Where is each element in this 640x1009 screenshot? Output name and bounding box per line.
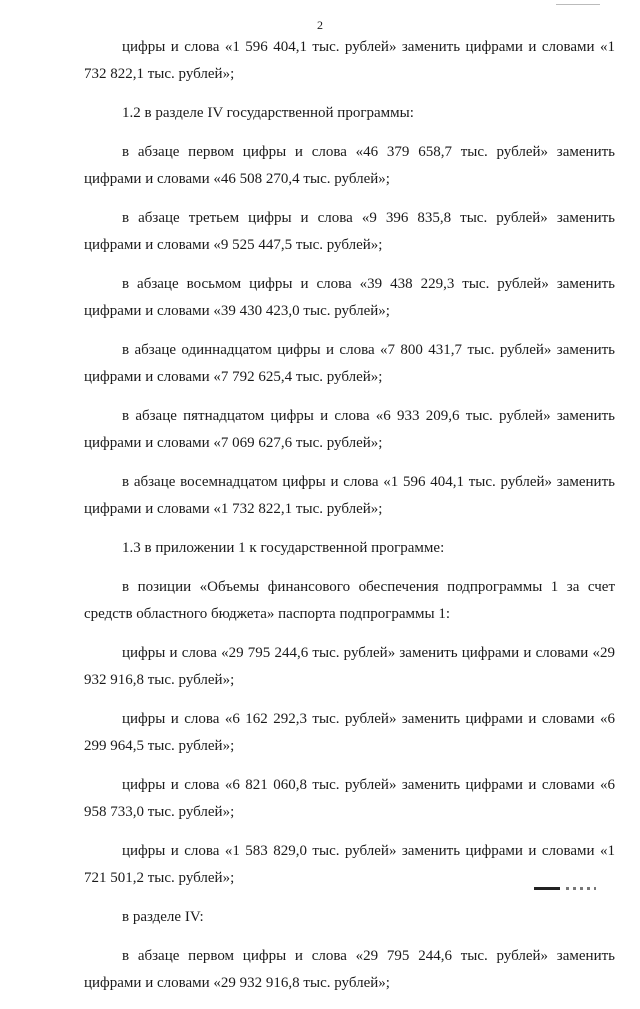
paragraph: цифры и слова «1 583 829,0 тыс. рублей» заменить цифрами и словами «1 721 501,2 тыс. рублей»; [84, 843, 615, 886]
paragraph: цифры и слова «6 821 060,8 тыс. рублей» заменить цифрами и словами «6 958 733,0 тыс. рублей»; [84, 777, 615, 820]
paragraph: в абзаце пятнадцатом цифры и слова «6 933 209,6 тыс. рублей» заменить цифрами и словами «7 069 627,6 тыс. рублей»; [84, 408, 615, 451]
paragraph: в позиции «Объемы финансового обеспечения подпрограммы 1 за счет средств областного бюджета» паспорта подпрограммы 1: [84, 579, 615, 622]
paragraph: цифры и слова «6 162 292,3 тыс. рублей» заменить цифрами и словами «6 299 964,5 тыс. рублей»; [84, 711, 615, 754]
paragraph: в абзаце восемнадцатом цифры и слова «1 596 404,1 тыс. рублей» заменить цифрами и словами «1 732 822,1 тыс. рублей»; [84, 474, 615, 517]
paragraph: цифры и слова «29 795 244,6 тыс. рублей» заменить цифрами и словами «29 932 916,8 тыс. рублей»; [84, 645, 615, 688]
scan-footer-mark [534, 887, 604, 891]
page-number: 2 [317, 18, 323, 32]
paragraph: в абзаце третьем цифры и слова «9 396 835,8 тыс. рублей» заменить цифрами и словами «9 525 447,5 тыс. рублей»; [84, 210, 615, 253]
paragraph: в абзаце восьмом цифры и слова «39 438 229,3 тыс. рублей» заменить цифрами и словами «39 430 423,0 тыс. рублей»; [84, 276, 615, 319]
footer-dots [566, 887, 596, 890]
paragraph: цифры и слова «1 596 404,1 тыс. рублей» заменить цифрами и словами «1 732 822,1 тыс. рублей»; [84, 39, 615, 82]
footer-dash [534, 887, 560, 890]
paragraph: в разделе IV: [122, 909, 204, 925]
paragraph: в абзаце одиннадцатом цифры и слова «7 800 431,7 тыс. рублей» заменить цифрами и словами «7 792 625,4 тыс. рублей»; [84, 342, 615, 385]
paragraph: 1.2 в разделе IV государственной программы: [122, 105, 414, 121]
scan-edge-mark [556, 0, 600, 5]
paragraph: 1.3 в приложении 1 к государственной программе: [122, 540, 445, 556]
document-body [84, 34, 615, 1009]
paragraph: в абзаце первом цифры и слова «46 379 658,7 тыс. рублей» заменить цифрами и словами «46 508 270,4 тыс. рублей»; [84, 144, 615, 187]
paragraph: в абзаце первом цифры и слова «29 795 244,6 тыс. рублей» заменить цифрами и словами «29 932 916,8 тыс. рублей»; [84, 948, 615, 991]
